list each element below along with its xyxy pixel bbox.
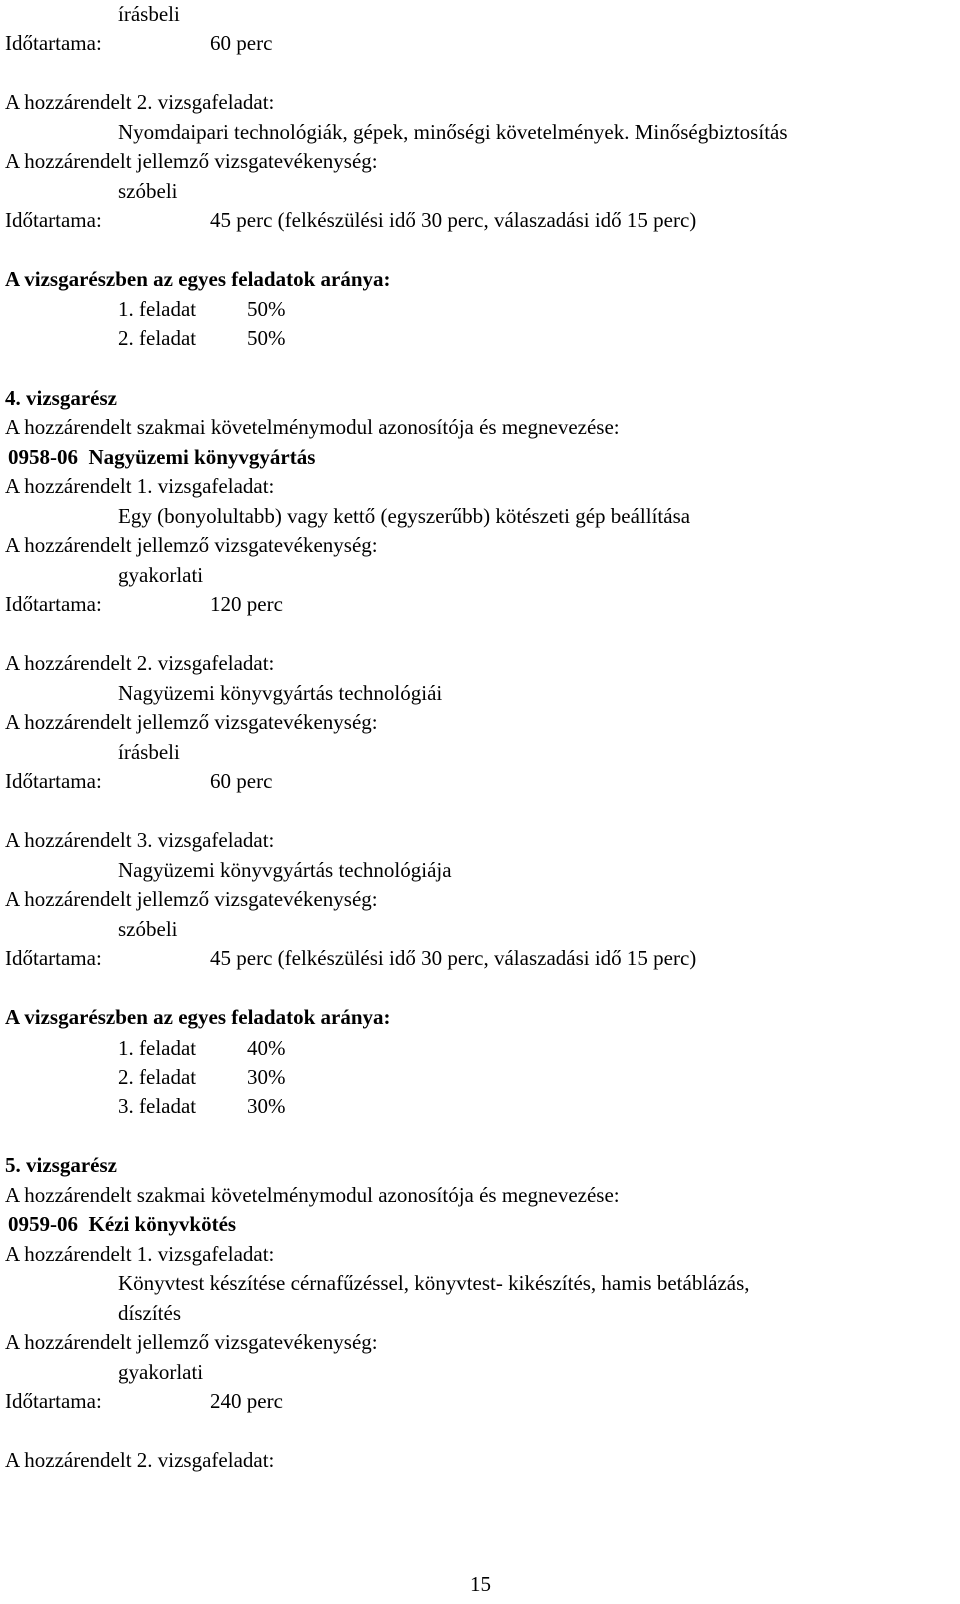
duration-value: 45 perc (felkészülési idő 30 perc, válaszadási idő 15 perc) bbox=[210, 208, 697, 232]
activity-type: gyakorlati bbox=[118, 1360, 204, 1384]
task-title: Nagyüzemi könyvgyártás technológiája bbox=[118, 858, 452, 882]
duration-value: 60 perc bbox=[210, 31, 273, 55]
ratio-value: 30% bbox=[247, 1065, 286, 1089]
ratio-heading: A vizsgarészben az egyes feladatok aránya: bbox=[5, 267, 391, 291]
task-title: Nagyüzemi könyvgyártás technológiái bbox=[118, 681, 443, 705]
duration-value: 240 perc bbox=[210, 1389, 283, 1413]
ratio-task: 2. feladat bbox=[118, 1065, 197, 1089]
task-heading: A hozzárendelt 2. vizsgafeladat: bbox=[5, 1448, 275, 1472]
activity-type: szóbeli bbox=[118, 917, 178, 941]
activity-type: írásbeli bbox=[118, 2, 180, 26]
section-heading: 5. vizsgarész bbox=[5, 1153, 117, 1177]
duration-value: 60 perc bbox=[210, 769, 273, 793]
page-number: 15 bbox=[470, 1572, 491, 1596]
task-heading: A hozzárendelt 2. vizsgafeladat: bbox=[5, 651, 275, 675]
activity-type: gyakorlati bbox=[118, 563, 204, 587]
ratio-value: 50% bbox=[247, 326, 286, 350]
module-heading: A hozzárendelt szakmai követelménymodul azonosítója és megnevezése: bbox=[5, 415, 620, 439]
duration-value: 45 perc (felkészülési idő 30 perc, válaszadási idő 15 perc) bbox=[210, 946, 697, 970]
ratio-heading: A vizsgarészben az egyes feladatok aránya: bbox=[5, 1005, 391, 1029]
section-heading: 4. vizsgarész bbox=[5, 386, 117, 410]
activity-type: szóbeli bbox=[118, 179, 178, 203]
ratio-value: 30% bbox=[247, 1094, 286, 1118]
module-heading: A hozzárendelt szakmai követelménymodul azonosítója és megnevezése: bbox=[5, 1183, 620, 1207]
activity-heading: A hozzárendelt jellemző vizsgatevékenység: bbox=[5, 533, 378, 557]
ratio-task: 1. feladat bbox=[118, 297, 197, 321]
ratio-task: 3. feladat bbox=[118, 1094, 197, 1118]
activity-heading: A hozzárendelt jellemző vizsgatevékenység: bbox=[5, 149, 378, 173]
task-title: Egy (bonyolultabb) vagy kettő (egyszerűbb) kötészeti gép beállítása bbox=[118, 504, 691, 528]
ratio-value: 50% bbox=[247, 297, 286, 321]
module-id-name: 0958-06 Nagyüzemi könyvgyártás bbox=[8, 445, 316, 469]
duration-label: Időtartama: bbox=[5, 208, 102, 232]
task-title-continued: díszítés bbox=[118, 1301, 181, 1325]
module-id-name: 0959-06 Kézi könyvkötés bbox=[8, 1212, 237, 1236]
activity-type: írásbeli bbox=[118, 740, 180, 764]
duration-value: 120 perc bbox=[210, 592, 283, 616]
task-title: Nyomdaipari technológiák, gépek, minőségi követelmények. Minőségbiztosítás bbox=[118, 120, 788, 144]
duration-label: Időtartama: bbox=[5, 1389, 102, 1413]
activity-heading: A hozzárendelt jellemző vizsgatevékenység: bbox=[5, 710, 378, 734]
task-title: Könyvtest készítése cérnafűzéssel, könyvtest- kikészítés, hamis betáblázás, bbox=[118, 1271, 750, 1295]
ratio-task: 1. feladat bbox=[118, 1036, 197, 1060]
task-heading: A hozzárendelt 1. vizsgafeladat: bbox=[5, 1242, 275, 1266]
ratio-value: 40% bbox=[247, 1036, 286, 1060]
ratio-task: 2. feladat bbox=[118, 326, 197, 350]
task-heading: A hozzárendelt 3. vizsgafeladat: bbox=[5, 828, 275, 852]
duration-label: Időtartama: bbox=[5, 31, 102, 55]
activity-heading: A hozzárendelt jellemző vizsgatevékenység: bbox=[5, 1330, 378, 1354]
task-heading: A hozzárendelt 1. vizsgafeladat: bbox=[5, 474, 275, 498]
duration-label: Időtartama: bbox=[5, 946, 102, 970]
task-heading: A hozzárendelt 2. vizsgafeladat: bbox=[5, 90, 275, 114]
activity-heading: A hozzárendelt jellemző vizsgatevékenység: bbox=[5, 887, 378, 911]
duration-label: Időtartama: bbox=[5, 769, 102, 793]
duration-label: Időtartama: bbox=[5, 592, 102, 616]
